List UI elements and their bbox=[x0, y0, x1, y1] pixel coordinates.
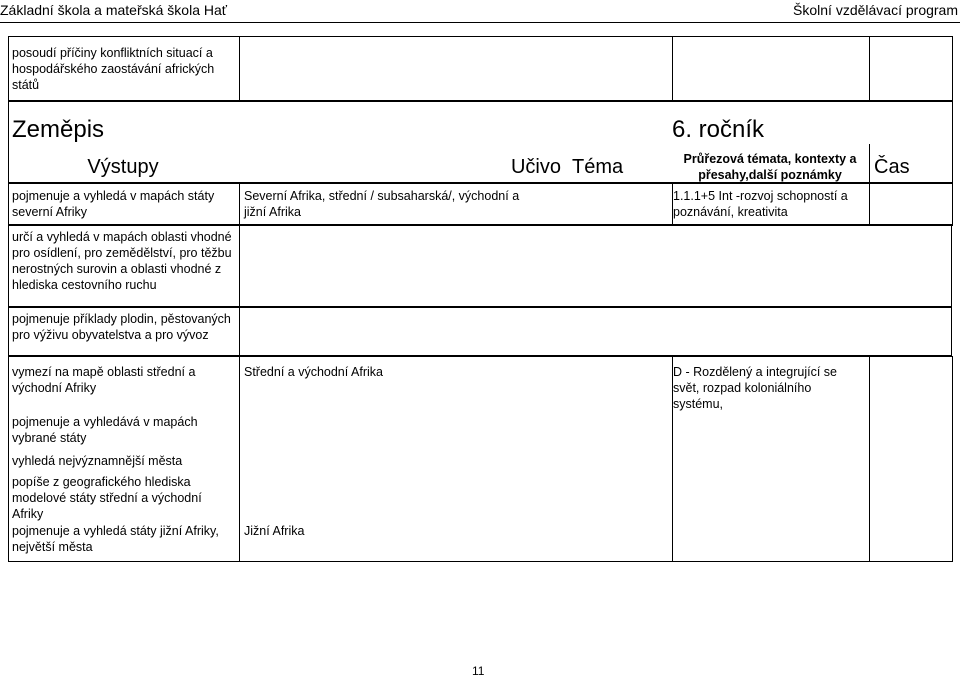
row4-vystup: vymezí na mapě oblasti střední a východní Afriky bbox=[12, 365, 196, 395]
intro-cell-rest-1 bbox=[239, 36, 673, 102]
grade-title: 6. ročník bbox=[672, 116, 765, 143]
row2-rest bbox=[239, 224, 952, 308]
col-header-ucivo: Učivo bbox=[510, 156, 561, 178]
row6-vystup: vyhledá nejvýznamnější města bbox=[12, 454, 183, 468]
subject-title: Zeměpis bbox=[12, 116, 105, 143]
intro-cell-rest-3 bbox=[869, 36, 953, 102]
row1-vystup: pojmenuje a vyhledá v mapách státy severní Afriky bbox=[12, 189, 215, 219]
row1-cas bbox=[869, 182, 953, 226]
row4-ucivo-text: Střední a východní Afrika bbox=[244, 365, 383, 379]
program-name: Školní vzdělávací program bbox=[793, 2, 958, 18]
row1-prurez-text: 1.1.1+5 Int -rozvoj schopností a poznávání, kreativita bbox=[673, 189, 848, 219]
page-number: 11 bbox=[472, 664, 485, 678]
row3-vystup: pojmenuje příklady plodin, pěstovaných pro výživu obyvatelstva a pro vývoz bbox=[12, 312, 231, 342]
row3-rest bbox=[239, 306, 952, 356]
header-divider bbox=[0, 22, 960, 23]
col-header-prurezova: Průřezová témata, kontexty a přesahy,další poznámky bbox=[683, 152, 857, 182]
row1-ucivo-text: Severní Afrika, střední / subsaharská/, východní a jižní Afrika bbox=[244, 189, 520, 219]
row5-vystup: pojmenuje a vyhledává v mapách vybrané státy bbox=[12, 415, 198, 445]
row7-vystup: popíše z geografického hlediska modelové státy střední a východní Afriky bbox=[12, 475, 202, 521]
col-header-cas: Čas bbox=[874, 156, 910, 178]
row8-vystup: pojmenuje a vyhledá státy jižní Afriky, největší města bbox=[12, 524, 219, 554]
row4-prurez-text: D - Rozdělený a integrující se svět, rozpad koloniálního systému, bbox=[673, 365, 837, 411]
intro-text: posoudí příčiny konfliktních situací a hospodářského zaostávání afrických států bbox=[12, 46, 215, 92]
col-header-tema: Téma bbox=[572, 156, 624, 178]
col-header-vystupy: Výstupy bbox=[87, 156, 159, 178]
school-name: Základní škola a mateřská škola Hať bbox=[0, 2, 228, 18]
block2-cas bbox=[869, 356, 953, 562]
intro-cell-rest-2 bbox=[672, 36, 870, 102]
row8-ucivo-text: Jižní Afrika bbox=[244, 524, 305, 538]
row2-vystup: určí a vyhledá v mapách oblasti vhodné pro osídlení, pro zemědělství, pro těžbu nerostných surovin a oblasti vhodné z hlediska cestovního ruchu bbox=[12, 230, 232, 292]
